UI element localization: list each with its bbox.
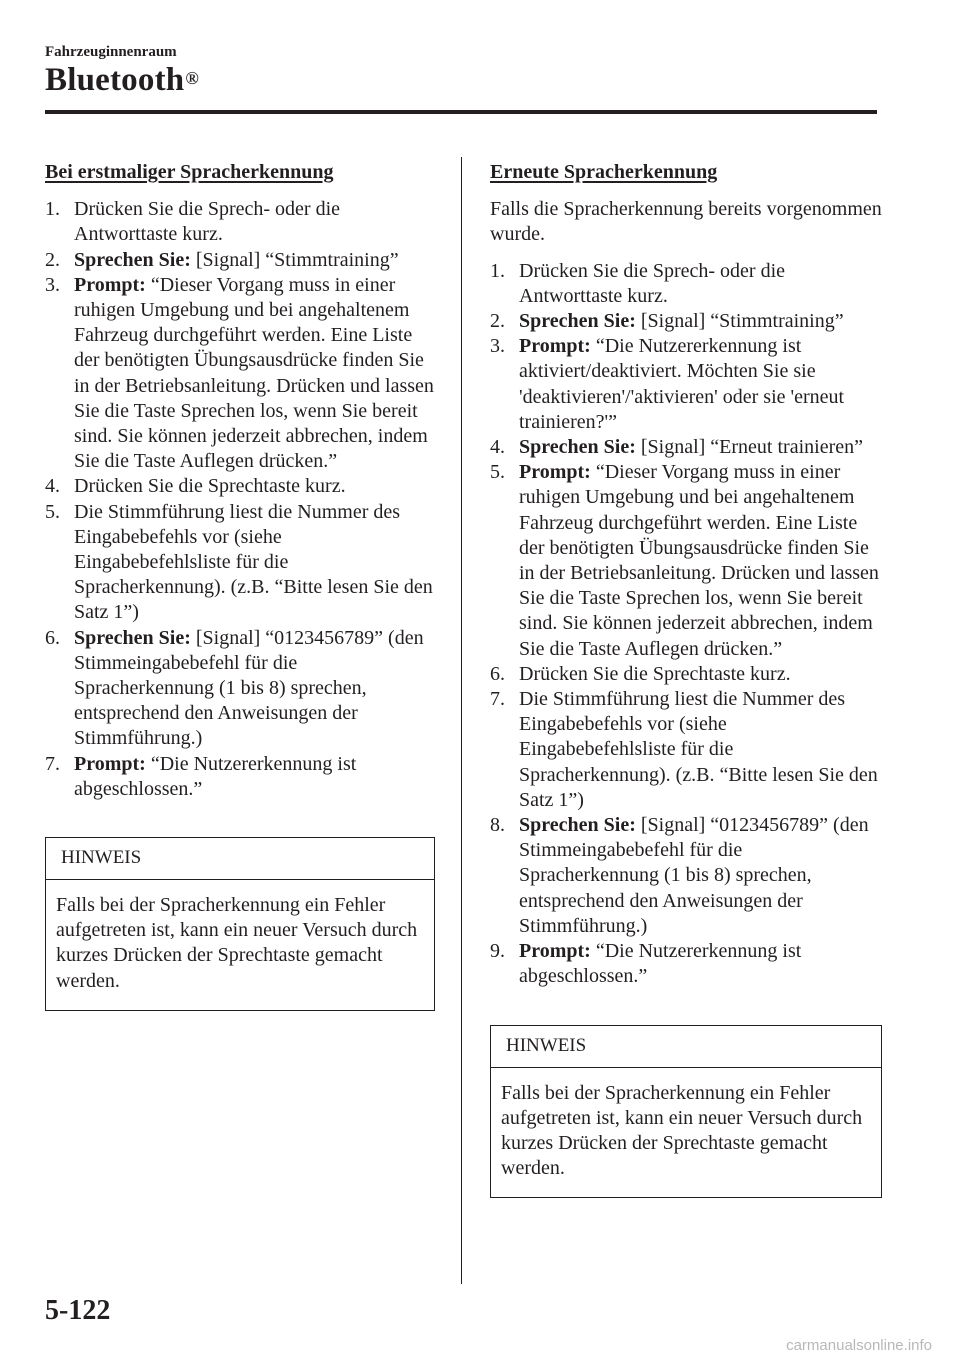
step-number: 3.: [490, 335, 505, 358]
step-text: [Signal] “Erneut trainieren”: [640, 436, 863, 459]
list-item: [490, 939, 882, 989]
watermark: carmanualsonline.info: [786, 1337, 932, 1354]
list-item: [45, 474, 435, 499]
list-item: [45, 500, 435, 626]
step-number: 5.: [490, 461, 505, 484]
step-keyword: Sprechen Sie:: [519, 436, 636, 459]
step-text: [Signal] “Stimmtraining”: [640, 310, 844, 333]
step-text: [Signal] “0123456789” (den Stimmeingabebefehl für die Spracherkennung (1 bis 8) sprechen, entsprechend den Anweisungen der Stimmführung.): [74, 626, 424, 750]
step-keyword: Prompt:: [74, 752, 146, 775]
right-note-box: [490, 1025, 882, 1199]
list-item: [490, 460, 882, 662]
left-steps-list: [45, 197, 435, 802]
registered-mark: ®: [185, 68, 199, 88]
right-intro: Falls die Spracherkennung bereits vorgenommen wurde.: [490, 198, 882, 246]
step-number: 1.: [45, 198, 60, 221]
note-text: Falls bei der Spracherkennung ein Fehler aufgetreten ist, kann ein neuer Versuch durch kurzes Drücken der Sprechtaste gemacht werden.: [56, 894, 418, 992]
step-keyword: Sprechen Sie:: [74, 248, 191, 271]
list-item: [490, 662, 882, 687]
left-section-title: Bei erstmaliger Spracherkennung: [45, 161, 334, 183]
step-number: 7.: [490, 688, 505, 711]
step-text: Drücken Sie die Sprechtaste kurz.: [519, 662, 791, 685]
note-heading: HINWEIS: [491, 1026, 881, 1068]
right-steps-list: [490, 259, 882, 990]
step-text: Drücken Sie die Sprech- oder die Antworttaste kurz.: [519, 259, 786, 307]
step-text: Drücken Sie die Sprech- oder die Antworttaste kurz.: [74, 198, 341, 246]
list-item: [45, 197, 435, 247]
step-keyword: Prompt:: [519, 940, 591, 963]
step-keyword: Sprechen Sie:: [519, 310, 636, 333]
step-number: 4.: [490, 436, 505, 459]
step-text: “Dieser Vorgang muss in einer ruhigen Umgebung und bei angehaltenem Fahrzeug durchgeführt werden. Eine Liste der benötigten Übungsausdrücke finden Sie in der Betriebsanleitung. Drücken und lassen Sie die Taste Sprechen los, wenn Sie bereit sind. Sie können jederzeit abbrechen, indem Sie die Taste Auflegen drücken.”: [74, 273, 434, 473]
list-item: [45, 273, 435, 475]
list-item: [490, 334, 882, 435]
step-number: 3.: [45, 273, 60, 296]
list-item: [45, 752, 435, 802]
step-text: Die Stimmführung liest die Nummer des Eingabebefehls vor (siehe Eingabebefehlsliste für die Spracherkennung). (z.B. “Bitte lesen Sie den Satz 1”): [519, 688, 878, 811]
note-text: Falls bei der Spracherkennung ein Fehler aufgetreten ist, kann ein neuer Versuch durch kurzes Drücken der Sprechtaste gemacht werden.: [501, 1081, 863, 1180]
step-keyword: Sprechen Sie:: [74, 626, 191, 649]
step-number: 6.: [45, 626, 60, 649]
step-keyword: Sprechen Sie:: [519, 814, 636, 837]
list-item: [45, 626, 435, 752]
list-item: [490, 435, 882, 460]
left-column: [45, 160, 435, 1011]
left-note-box: [45, 837, 435, 1011]
list-item: [490, 309, 882, 334]
step-number: 4.: [45, 475, 60, 498]
step-text: Drücken Sie die Sprechtaste kurz.: [74, 475, 346, 498]
right-section-title: Erneute Spracherkennung: [490, 161, 718, 183]
step-text: “Die Nutzererkennung ist aktiviert/deaktiviert. Möchten Sie sie 'deaktivieren'/'aktivieren' oder sie 'erneut trainieren?'”: [519, 335, 845, 433]
step-text: “Die Nutzererkennung ist abgeschlossen.”: [74, 752, 357, 800]
step-number: 6.: [490, 662, 505, 685]
right-column: [490, 160, 882, 1198]
step-number: 9.: [490, 940, 505, 963]
step-number: 8.: [490, 814, 505, 837]
header-rule: [45, 110, 877, 114]
step-text: Die Stimmführung liest die Nummer des Eingabebefehls vor (siehe Eingabebefehlsliste für die Spracherkennung). (z.B. “Bitte lesen Sie den Satz 1”): [74, 500, 433, 624]
step-number: 2.: [490, 310, 505, 333]
step-text: “Die Nutzererkennung ist abgeschlossen.”: [519, 940, 802, 988]
chapter-title: [45, 58, 199, 102]
step-text: [Signal] “Stimmtraining”: [195, 248, 399, 271]
step-number: 1.: [490, 259, 505, 282]
step-number: 5.: [45, 500, 60, 523]
step-number: 7.: [45, 752, 60, 775]
note-heading: HINWEIS: [46, 838, 434, 880]
page-number: 5-122: [45, 1295, 111, 1326]
section-label: Fahrzeuginnenraum: [45, 44, 177, 60]
step-keyword: Prompt:: [74, 273, 146, 296]
step-text: [Signal] “0123456789” (den Stimmeingabebefehl für die Spracherkennung (1 bis 8) sprechen, entsprechend den Anweisungen der Stimmführung.): [519, 814, 869, 937]
step-keyword: Prompt:: [519, 335, 591, 358]
chapter-title-text: Bluetooth: [45, 62, 185, 98]
step-number: 2.: [45, 248, 60, 271]
list-item: [490, 259, 882, 309]
step-text: “Dieser Vorgang muss in einer ruhigen Umgebung und bei angehaltenem Fahrzeug durchgeführt werden. Eine Liste der benötigten Übungsausdrücke finden Sie in der Betriebsanleitung. Drücken und lassen Sie die Taste Sprechen los, wenn Sie bereit sind. Sie können jederzeit abbrechen, indem Sie die Taste Auflegen drücken.”: [519, 461, 879, 660]
list-item: [45, 248, 435, 273]
list-item: [490, 687, 882, 813]
list-item: [490, 813, 882, 939]
step-keyword: Prompt:: [519, 461, 591, 484]
column-divider: [461, 157, 462, 1284]
